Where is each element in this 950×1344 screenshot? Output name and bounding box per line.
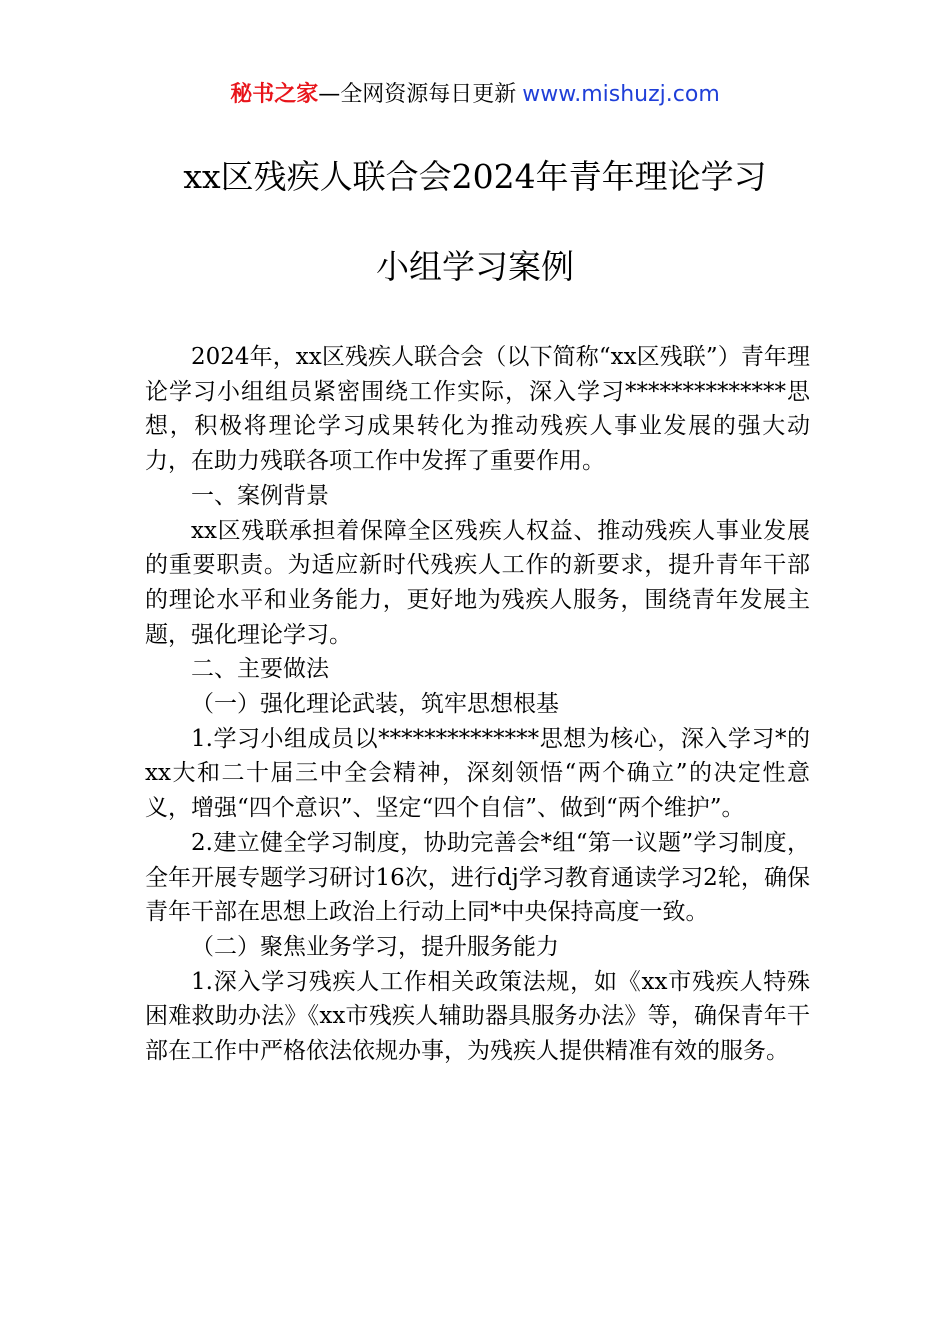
document-title-line-1: xx区残疾人联合会2024年青年理论学习 <box>183 157 767 196</box>
document-body <box>145 340 810 1069</box>
site-header <box>0 80 950 110</box>
section-heading-background: 一、案例背景 <box>191 482 329 509</box>
document-title-line-2: 小组学习案例 <box>376 247 574 286</box>
theory-item-1: 1.学习小组成员以**************思想为核心，深入学习*的xx大和二十届三中全会精神，深刻领悟“两个确立”的决定性意义，增强“四个意识”、坚定“四个自信”、做到“两个维护”。 <box>145 725 810 822</box>
site-link[interactable]: www.mishuzj.com <box>522 82 720 107</box>
intro-paragraph: 2024年，xx区残疾人联合会（以下简称“xx区残联”）青年理论学习小组组员紧密围绕工作实际，深入学习**************思想，积极将理论学习成果转化为推动残疾人事业发展的强大动力，在助力残联各项工作中发挥了重要作用。 <box>145 344 810 475</box>
section-heading-main-practices: 二、主要做法 <box>191 656 329 683</box>
background-paragraph: xx区残联承担着保障全区残疾人权益、推动残疾人事业发展的重要职责。为适应新时代残疾人工作的新要求，提升青年干部的理论水平和业务能力，更好地为残疾人服务，围绕青年发展主题，强化理论学习。 <box>145 517 810 648</box>
brand-name: 秘书之家 <box>230 82 319 107</box>
subsection-heading-theory: （一）强化理论武装，筑牢思想根基 <box>191 691 559 718</box>
theory-item-2: 2.建立健全学习制度，协助完善会*组“第一议题”学习制度，全年开展专题学习研讨16次，进行dj学习教育通读学习2轮，确保青年干部在思想上政治上行动上同*中央保持高度一致。 <box>145 829 810 926</box>
business-item-1: 1.深入学习残疾人工作相关政策法规，如《xx市残疾人特殊困难救助办法》《xx市残疾人辅助器具服务办法》等，确保青年干部在工作中严格依法依规办事，为残疾人提供精准有效的服务。 <box>145 968 810 1065</box>
subsection-heading-business: （二）聚焦业务学习，提升服务能力 <box>191 933 559 960</box>
header-tagline: —全网资源每日更新 <box>318 82 517 107</box>
